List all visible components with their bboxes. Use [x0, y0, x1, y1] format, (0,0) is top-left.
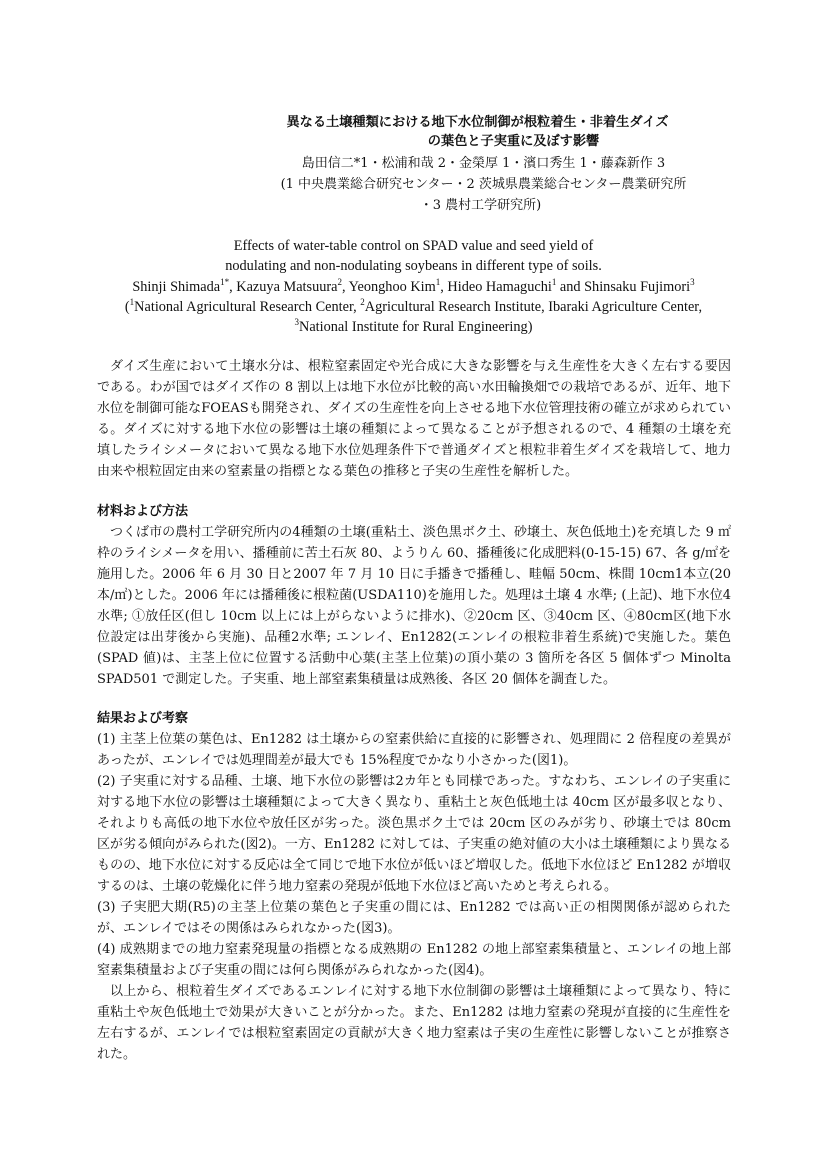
author-name: and Shinsaku Fujimori — [556, 278, 691, 295]
results-section — [97, 708, 731, 1065]
results-paragraph-1: (1) 主茎上位葉の葉色は、En1282 は土壌からの窒素供給に直接的に影響され、処理間に 2 倍程度の差異があったが、エンレイでは処理間差が最大でも 15%程度でかなり小さかった(図1)。 — [97, 732, 731, 768]
english-author-list — [0, 277, 827, 297]
japanese-affiliation-line2: ・3 農村工学研究所) — [419, 198, 542, 213]
affiliation-superscript: 1 — [129, 297, 135, 308]
japanese-title-line2: の葉色と子実重に及ぼす影響 — [427, 134, 600, 149]
conclusion-paragraph: 以上から、根粒着生ダイズであるエンレイに対する地下水位制御の影響は土壌種類によって異なり、特に重粘土や灰色低地土で効果が大きいことが分かった。また、En1282 は地力窒素の発現が直接的に生産性を左右するが、エンレイでは根粒窒素固定の貢献が大きく地力窒素は子実の生産性に影響しないことが推察された。 — [97, 984, 731, 1062]
methods-heading: 材料および方法 — [97, 504, 189, 519]
author-superscript: 3 — [690, 276, 695, 287]
english-title-line1: Effects of water-table control on SPAD value and seed yield of — [233, 238, 594, 254]
results-paragraph-2: (2) 子実重に対する品種、土壌、地下水位の影響は2カ年とも同様であった。すなわち、エンレイの子実重に対する地下水位の影響は土壌種類によって大きく異なり、重粘土と灰色低地土は 40cm 区が最多収となり、それよりも高低の地下水位や放任区が劣った。淡色黒ボク土では 20cm 区のみが劣り、砂壌土では 80cm 区が劣る傾向がみられた(図2)。一方、En1282 に対しては、子実重の絶対値の大小は土壌種類により異なるものの、地下水位に対する反応は全て同じで地下水位が低いほど増収した。低地下水位ほど En1282 が増収するのは、土壌の乾燥化に伴う地力窒素の発現が低地下水位ほど高いためと考えられる。 — [97, 774, 731, 894]
affiliation-superscript: 3 — [294, 317, 300, 328]
english-affiliation-line2 — [0, 317, 827, 337]
author-name: , Hideo Hamaguchi — [440, 278, 552, 295]
introduction-paragraph: ダイズ生産において土壌水分は、根粒窒素固定や光合成に大きな影響を与え生産性を大きく左右する要因である。わが国ではダイズ作の 8 割以上は地下水位が比較的高い水田輪換畑での栽培であるが、近年、地下水位を制御可能なFOEASも開発され、ダイズの生産性を向上させる地下水位管理技術の確立が求められている。ダイズに対する地下水位の影響は土壌の種類によって異なることが予想されるので、4 種類の土壌を充填したライシメータにおいて異なる地下水位処理条件下で普通ダイズと根粒非着生ダイズを栽培して、地力由来や根粒固定由来の窒素量の指標となる葉色の推移と子実の生産性を解析した。 — [97, 359, 731, 479]
affiliation-name: National Agricultural Research Center, — [134, 298, 361, 315]
japanese-authors — [0, 153, 827, 216]
author-name: , Yeonghoo Kim — [342, 278, 436, 295]
english-title-line2: nodulating and non-nodulating soybeans in different type of soils. — [225, 258, 602, 275]
affiliation-superscript: 2 — [360, 297, 365, 308]
author-superscript: 1* — [220, 276, 230, 287]
author-name: , Kazuya Matsuura — [229, 278, 338, 295]
japanese-author-list: 島田信二*1・松浦和哉 2・金榮厚 1・濱口秀生 1・藤森新作 3 — [301, 156, 666, 171]
affiliation-name: National Institute for Rural Engineering) — [299, 319, 533, 336]
introduction-section — [97, 356, 731, 482]
english-header — [0, 236, 827, 337]
japanese-affiliation-line1: (1 中央農業総合研究センター・2 茨城県農業総合センター農業研究所 — [280, 177, 687, 192]
author-superscript: 1 — [435, 276, 441, 287]
results-paragraph-3: (3) 子実肥大期(R5)の主茎上位葉の葉色と子実重の間には、En1282 では高い正の相関関係が認められたが、エンレイではその関係はみられなかった(図3)。 — [97, 900, 731, 936]
author-superscript: 2 — [337, 276, 342, 287]
english-affiliation-line1 — [0, 297, 827, 317]
methods-section — [97, 501, 731, 690]
results-paragraph-4: (4) 成熟期までの地力窒素発現量の指標となる成熟期の En1282 の地上部窒素集積量と、エンレイの地上部窒素集積量および子実重の間には何ら関係がみられなかった(図4)。 — [97, 942, 731, 978]
author-name: Shinji Shimada — [132, 278, 221, 295]
results-heading: 結果および考察 — [97, 711, 189, 726]
japanese-title — [0, 113, 827, 151]
author-superscript: 1 — [551, 276, 557, 287]
affiliation-name: Agricultural Research Institute, Ibaraki Agriculture Center, — [364, 298, 703, 315]
methods-paragraph: つくば市の農村工学研究所内の4種類の土壌(重粘土、淡色黒ボク土、砂壌土、灰色低地土)を充填した 9 ㎡枠のライシメータを用い、播種前に苦土石灰 80、ようりん 60、播種後に化成肥料(0-15-15) 67、各 g/㎡を施用した。2006 年 6 月 30 日と2007 年 7 月 10 日に手播きで播種し、畦幅 50cm、株間 10cm1本立(20 本/㎡)とした。2006 年には播種後に根粒菌(USDA110)を施用した。処理は土壌 4 水準; (上記)、地下水位4水準; ①放任区(但し 10cm 以上には上がらないように排水)、②20cm 区、③40cm 区、④80cm区(地下水位設定は出芽後から実施)、品種2水準; エンレイ、En1282(エンレイの根粒非着生系統)で実施した。葉色(SPAD 値)は、主茎上位に位置する活動中心葉(主茎上位葉)の頂小葉の 3 箇所を各区 5 個体ずつ Minolta SPAD501 で測定した。子実重、地上部窒素集積量は成熟後、各区 20 個体を調査した。 — [97, 525, 731, 687]
japanese-title-line1: 異なる土壌種類における地下水位制御が根粒着生・非着生ダイズ — [286, 115, 669, 130]
affiliation-paren: ( — [124, 298, 130, 315]
